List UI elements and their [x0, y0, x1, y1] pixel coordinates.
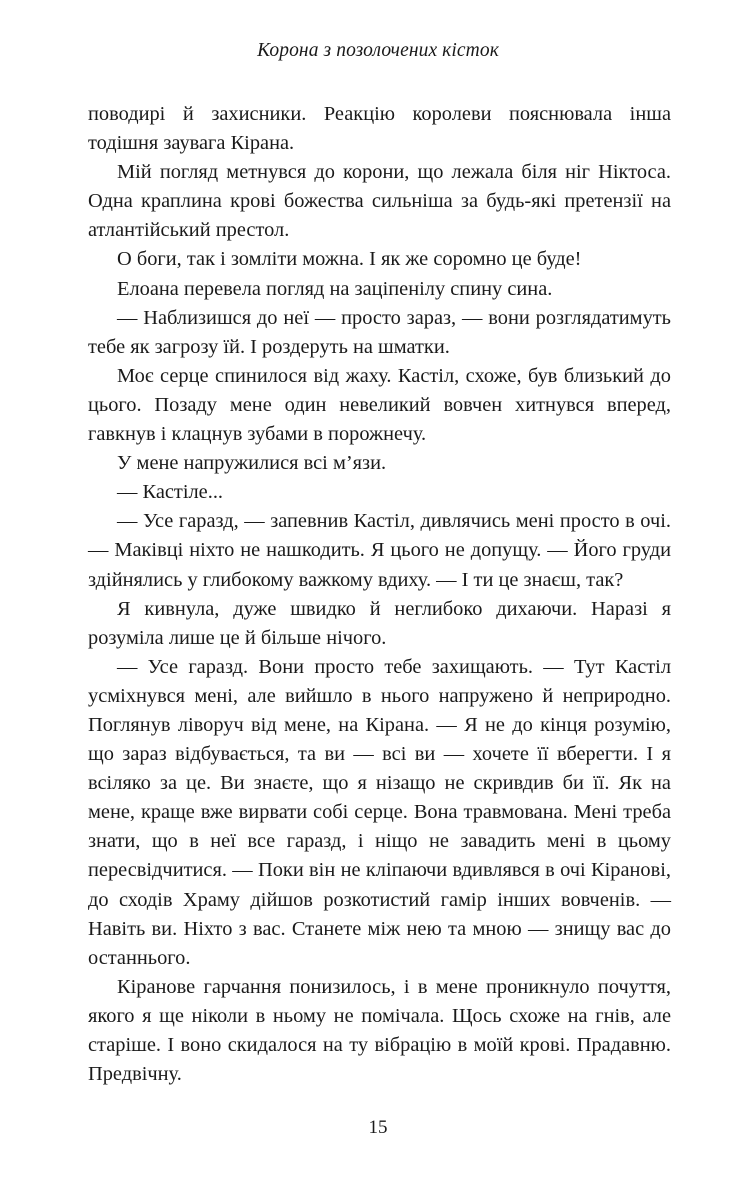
- paragraph: Моє серце спинилося від жаху. Кастіл, схоже, був близький до цього. Позаду мене один невеликий вовчен хитнувся вперед, гавкнув і клацнув зубами в порожнечу.: [88, 364, 671, 446]
- paragraph: поводирі й захисники. Реакцію королеви пояснювала інша тодішня заувага Кірана.: [88, 103, 671, 155]
- paragraph: Елоана перевела погляд на заціпенілу спину сина.: [117, 277, 553, 300]
- body-text: [88, 100, 671, 1089]
- page-number: 15: [368, 1117, 388, 1138]
- running-head: Корона з позолочених кісток: [257, 40, 499, 61]
- paragraph: О боги, так і зомліти можна. І як же соромно це буде!: [117, 248, 582, 271]
- paragraph: — Наблизишся до неї — просто зараз, — вони розглядатимуть тебе як загрозу їй. І роздеруть на шматки.: [88, 306, 671, 358]
- paragraph: — Усе гаразд. Вони просто тебе захищають. — Тут Кастіл усміхнувся мені, але вийшло в нього напружено й неприродно. Поглянув ліворуч від мене, на Кірана. — Я не до кінця розумію, що зараз відбувається, та ви — всі ви — хочете її вберегти. І я всіляко за це. Ви знаєте, що я нізащо не скривдив би її. Як на мене, краще вже вирвати собі серце. Вона травмована. Мені треба знати, що в неї все гаразд, і ніщо не завадить мені в цьому пересвідчитися. — Поки він не кліпаючи вдивлявся в очі Кірановi, до сходів Храму дійшов розкотистий гамір інших вовченів. — Навіть ви. Ніхто з вас. Станете між нею та мною — знищу вас до останнього.: [88, 655, 671, 969]
- paragraph: — Кастіле...: [117, 481, 224, 504]
- paragraph: Мій погляд метнувся до корони, що лежала біля ніг Ніктоса. Одна краплина крові божества сильніша за будь-які претензії на атлантійський престол.: [88, 161, 671, 242]
- paragraph: — Усе гаразд, — запевнив Кастіл, дивлячись мені просто в очі. — Маківці ніхто не нашкодить. Я цього не допущу. — Його груди здійнялись у глибокому важкому вдиху. — І ти це знаєш, так?: [88, 510, 671, 591]
- paragraph: У мене напружилися всі м’язи.: [117, 452, 387, 475]
- paragraph: Я кивнула, дуже швидко й неглибоко дихаючи. Наразі я розуміла лише це й більше нічого.: [88, 597, 671, 649]
- paragraph: Кіранове гарчання понизилось, і в мене проникнуло почуття, якого я ще ніколи в ньому не помічала. Щось схоже на гнів, але старіше. І воно скидалося на ту вібрацію в моїй крові. Прадавню. Предвічну.: [88, 975, 671, 1086]
